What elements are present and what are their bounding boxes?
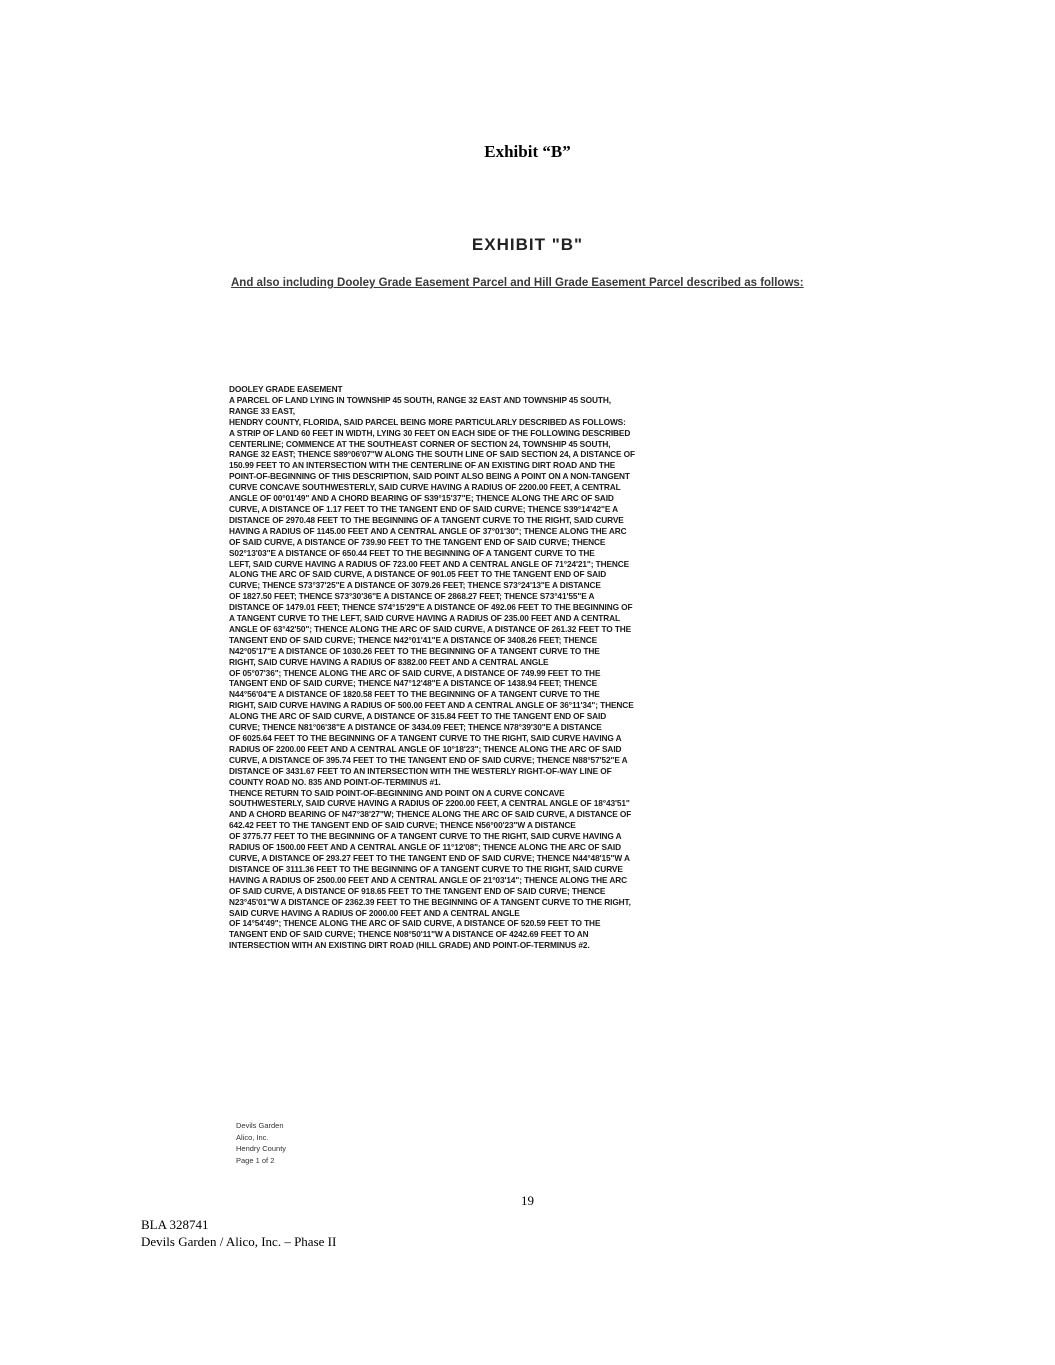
legal-line: TANGENT END OF SAID CURVE; THENCE N42°01'41"E A DISTANCE OF 3408.26 FEET; THENCE	[229, 634, 598, 645]
legal-line: A STRIP OF LAND 60 FEET IN WIDTH, LYING 30 FEET ON EACH SIDE OF THE FOLLOWING DESCRIBED	[229, 427, 631, 438]
legal-line: DISTANCE OF 3431.67 FEET TO AN INTERSECTION WITH THE WESTERLY RIGHT-OF-WAY LINE OF	[229, 765, 612, 776]
legal-line: OF 3775.77 FEET TO THE BEGINNING OF A TANGENT CURVE TO THE RIGHT, SAID CURVE HAVING A	[229, 831, 622, 842]
document-footer	[141, 1216, 336, 1250]
legal-description	[229, 384, 789, 951]
legal-line: INTERSECTION WITH AN EXISTING DIRT ROAD (HILL GRADE) AND POINT-OF-TERMINUS #2.	[229, 940, 590, 951]
page-number: 19	[521, 1193, 534, 1208]
legal-line: OF SAID CURVE, A DISTANCE OF 918.65 FEET TO THE TANGENT END OF SAID CURVE; THENCE	[229, 885, 606, 896]
legal-line: OF 05°07'36"; THENCE ALONG THE ARC OF SAID CURVE, A DISTANCE OF 749.99 FEET TO THE	[229, 667, 601, 678]
scan-footer-line: Devils Garden	[236, 1121, 284, 1130]
legal-line: SAID CURVE HAVING A RADIUS OF 2000.00 FEET AND A CENTRAL ANGLE	[229, 907, 520, 918]
scan-footer-line: Page 1 of 2	[236, 1155, 275, 1165]
legal-line: ANGLE OF 63°42'50"; THENCE ALONG THE ARC OF SAID CURVE, A DISTANCE OF 261.32 FEET TO THE	[229, 623, 632, 634]
legal-line: AND A CHORD BEARING OF N47°38'27"W; THENCE ALONG THE ARC OF SAID CURVE, A DISTANCE OF	[229, 809, 632, 820]
footer-project: Devils Garden / Alico, Inc. – Phase II	[141, 1234, 337, 1249]
legal-line: CURVE, A DISTANCE OF 293.27 FEET TO THE TANGENT END OF SAID CURVE; THENCE N44°48'15"W A	[229, 852, 630, 863]
legal-line: LEFT, SAID CURVE HAVING A RADIUS OF 723.00 FEET AND A CENTRAL ANGLE OF 71°24'21"; THENCE	[229, 558, 630, 569]
legal-line: CURVE; THENCE S73°37'25"E A DISTANCE OF 3079.26 FEET; THENCE S73°24'13"E A DISTANCE	[229, 580, 601, 591]
legal-line: A PARCEL OF LAND LYING IN TOWNSHIP 45 SOUTH, RANGE 32 EAST AND TOWNSHIP 45 SOUTH,	[229, 394, 611, 405]
exhibit-subtitle: And also including Dooley Grade Easement Parcel and Hill Grade Easement Parcel described as follows:	[231, 277, 804, 289]
legal-line: THENCE RETURN TO SAID POINT-OF-BEGINNING AND POINT ON A CURVE CONCAVE	[229, 787, 565, 798]
legal-line: ALONG THE ARC OF SAID CURVE, A DISTANCE OF 315.84 FEET TO THE TANGENT END OF SAID	[229, 711, 607, 722]
legal-line: 150.99 FEET TO AN INTERSECTION WITH THE CENTERLINE OF AN EXISTING DIRT ROAD AND THE	[229, 460, 616, 471]
legal-line: OF 14°54'49"; THENCE ALONG THE ARC OF SAID CURVE, A DISTANCE OF 520.59 FEET TO THE	[229, 918, 601, 929]
legal-line: COUNTY ROAD NO. 835 AND POINT-OF-TERMINUS #1.	[229, 776, 441, 787]
exhibit-heading: EXHIBIT "B"	[471, 235, 584, 254]
legal-line: CURVE, A DISTANCE OF 1.17 FEET TO THE TANGENT END OF SAID CURVE; THENCE S39°14'42"E A	[229, 503, 619, 514]
legal-line: N42°05'17"E A DISTANCE OF 1030.26 FEET TO THE BEGINNING OF A TANGENT CURVE TO THE	[229, 645, 600, 656]
legal-line: SOUTHWESTERLY, SAID CURVE HAVING A RADIUS OF 2200.00 FEET, A CENTRAL ANGLE OF 18°43'51"	[229, 798, 630, 809]
scan-footer-line: Alico, Inc.	[236, 1132, 269, 1142]
legal-line: CENTERLINE; COMMENCE AT THE SOUTHEAST CORNER OF SECTION 24, TOWNSHIP 45 SOUTH,	[229, 438, 611, 449]
legal-line: A TANGENT CURVE TO THE LEFT, SAID CURVE HAVING A RADIUS OF 235.00 FEET AND A CENTRAL	[229, 613, 620, 624]
legal-line: TANGENT END OF SAID CURVE; THENCE N47°12'48"E A DISTANCE OF 1438.94 FEET; THENCE	[229, 678, 598, 689]
legal-line: HAVING A RADIUS OF 2500.00 FEET AND A CENTRAL ANGLE OF 21°03'14"; THENCE ALONG THE ARC	[229, 874, 628, 885]
legal-line: N23°45'01"W A DISTANCE OF 2362.39 FEET TO THE BEGINNING OF A TANGENT CURVE TO THE RIGHT,	[229, 896, 631, 907]
legal-line: RIGHT, SAID CURVE HAVING A RADIUS OF 8382.00 FEET AND A CENTRAL ANGLE	[229, 656, 549, 667]
legal-line: CURVE, A DISTANCE OF 395.74 FEET TO THE TANGENT END OF SAID CURVE; THENCE N88°57'52"E A	[229, 754, 628, 765]
legal-line: OF SAID CURVE, A DISTANCE OF 739.90 FEET TO THE TANGENT END OF SAID CURVE; THENCE	[229, 536, 606, 547]
legal-line: RANGE 33 EAST,	[229, 405, 295, 416]
legal-line: HAVING A RADIUS OF 1145.00 FEET AND A CENTRAL ANGLE OF 37°01'30"; THENCE ALONG THE ARC	[229, 525, 627, 536]
legal-line: HENDRY COUNTY, FLORIDA, SAID PARCEL BEING MORE PARTICULARLY DESCRIBED AS FOLLOWS:	[229, 416, 626, 427]
scan-footer	[236, 1120, 286, 1166]
legal-line: RADIUS OF 2200.00 FEET AND A CENTRAL ANGLE OF 10°18'23"; THENCE ALONG THE ARC OF SAID	[229, 743, 622, 754]
legal-line: CURVE; THENCE N81°06'38"E A DISTANCE OF 3434.09 FEET; THENCE N78°39'30"E A DISTANCE	[229, 722, 602, 733]
scan-footer-line: Hendry County	[236, 1144, 287, 1153]
legal-line: OF 6025.64 FEET TO THE BEGINNING OF A TANGENT CURVE TO THE RIGHT, SAID CURVE HAVING A	[229, 733, 622, 743]
legal-line: RADIUS OF 1500.00 FEET AND A CENTRAL ANGLE OF 11°12'08"; THENCE ALONG THE ARC OF SAID	[229, 842, 621, 853]
footer-reference: BLA 328741	[141, 1217, 209, 1232]
legal-line: RANGE 32 EAST; THENCE S89°06'07"W ALONG THE SOUTH LINE OF SAID SECTION 24, A DISTANCE OF	[229, 449, 635, 460]
legal-line: POINT-OF-BEGINNING OF THIS DESCRIPTION, SAID POINT ALSO BEING A POINT ON A NON-TANGENT	[229, 471, 630, 482]
legal-line: ALONG THE ARC OF SAID CURVE, A DISTANCE OF 901.05 FEET TO THE TANGENT END OF SAID	[229, 569, 607, 580]
legal-line: TANGENT END OF SAID CURVE; THENCE N08°50'11"W A DISTANCE OF 4242.69 FEET TO AN	[229, 929, 589, 940]
legal-line: 642.42 FEET TO THE TANGENT END OF SAID CURVE; THENCE N56°00'23"W A DISTANCE	[229, 820, 576, 831]
legal-line: OF 1827.50 FEET; THENCE S73°30'36"E A DISTANCE OF 2868.27 FEET; THENCE S73°41'55"E A	[229, 591, 595, 602]
legal-line: DISTANCE OF 3111.36 FEET TO THE BEGINNING OF A TANGENT CURVE TO THE RIGHT, SAID CURVE	[229, 863, 623, 874]
legal-line: RIGHT, SAID CURVE HAVING A RADIUS OF 500.00 FEET AND A CENTRAL ANGLE OF 36°11'34"; THENCE	[229, 700, 634, 711]
legal-line: S02°13'03"E A DISTANCE OF 650.44 FEET TO THE BEGINNING OF A TANGENT CURVE TO THE	[229, 547, 595, 558]
legal-line: N44°56'04"E A DISTANCE OF 1820.58 FEET TO THE BEGINNING OF A TANGENT CURVE TO THE	[229, 689, 600, 700]
legal-line: DISTANCE OF 2970.48 FEET TO THE BEGINNING OF A TANGENT CURVE TO THE RIGHT, SAID CURVE	[229, 514, 624, 525]
legal-line: CURVE CONCAVE SOUTHWESTERLY, SAID CURVE HAVING A RADIUS OF 2200.00 FEET, A CENTRAL	[229, 482, 621, 493]
legal-line: ANGLE OF 00°01'49" AND A CHORD BEARING OF S39°15'37"E; THENCE ALONG THE ARC OF SAID	[229, 493, 614, 504]
legal-lines	[229, 395, 789, 951]
legal-line: DISTANCE OF 1479.01 FEET; THENCE S74°15'29"E A DISTANCE OF 492.06 FEET TO THE BEGINNING OF	[229, 602, 633, 613]
easement-heading: DOOLEY GRADE EASEMENT	[229, 384, 343, 394]
document-title: Exhibit “B”	[484, 142, 571, 161]
